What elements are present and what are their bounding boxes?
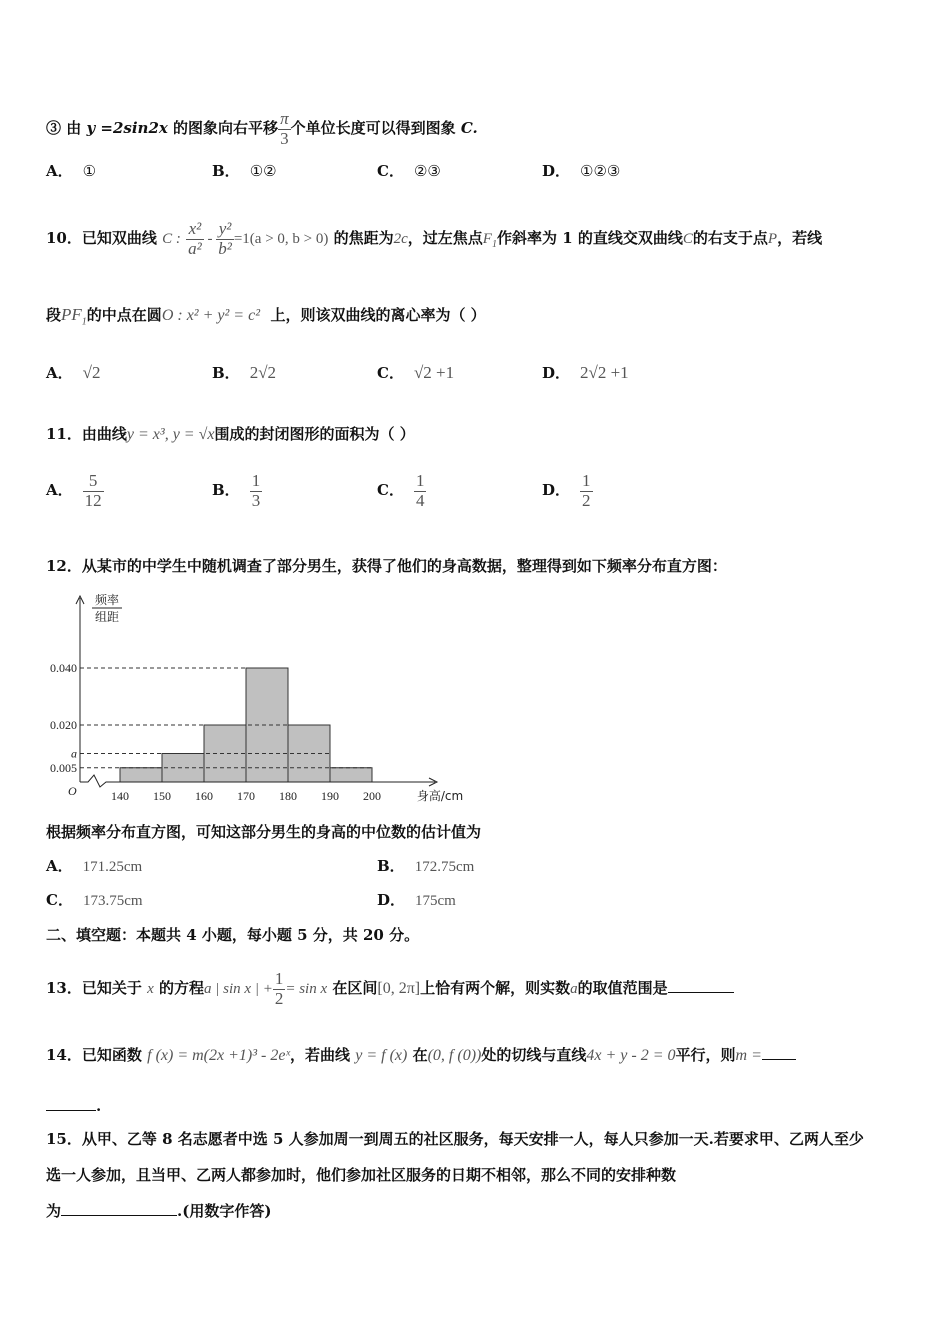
q10-text: 的右支于点 xyxy=(692,229,768,248)
q13-stem xyxy=(46,970,734,1008)
x-axis-label: 身高/cm xyxy=(416,789,464,803)
option-label: D． xyxy=(542,162,571,180)
x-tick-label: 180 xyxy=(279,789,297,803)
q12-text: 从某市的中学生中随机调查了部分男生，获得了他们的身高数据，整理得到如下频率分布直方图： xyxy=(81,557,727,575)
line-equation: 4x + y - 2 = 0 xyxy=(586,1047,676,1064)
hyperbola-term-x: $\frac{\text{x²}}{\text{a²}}$ xyxy=(188,219,202,258)
option-label: A． xyxy=(46,857,73,875)
equation-left: a | sin x | + xyxy=(204,981,273,998)
x-tick-label: 200 xyxy=(363,789,381,803)
q10-option-c[interactable] xyxy=(377,362,454,383)
option-label: C． xyxy=(377,481,404,500)
option-text: 175cm xyxy=(415,893,456,909)
option-label: B． xyxy=(377,857,405,875)
answer-blank[interactable] xyxy=(46,1094,96,1111)
question-number: 14． xyxy=(46,1046,82,1064)
q13-text: 在区间 xyxy=(332,979,378,998)
option-label: C． xyxy=(377,364,404,382)
q12-option-b[interactable] xyxy=(377,855,474,876)
option-text: 2√2 xyxy=(249,363,277,382)
option-text: ②③ xyxy=(413,162,441,180)
segment-pf1: $PF_1$ xyxy=(61,305,87,328)
fraction-denominator: 3 xyxy=(278,129,291,149)
q10-text: 的中点在圆 xyxy=(86,306,162,324)
q9-item3-graph: C. xyxy=(460,119,478,138)
hyperbola-c: C xyxy=(682,231,693,248)
q9-item3-fraction xyxy=(278,110,291,148)
equation-right: = sin x xyxy=(285,981,328,998)
q9-item3-mid: 的图象向右平移 xyxy=(167,119,279,138)
q10-text: ，过左焦点 xyxy=(407,229,483,248)
option-label: A． xyxy=(46,162,73,180)
origin-label: O xyxy=(68,784,77,798)
option-fraction: $\frac{1}{2}$ xyxy=(582,471,591,510)
focal-distance: 2c xyxy=(393,231,408,248)
variable-x: x xyxy=(147,981,154,998)
option-label: B． xyxy=(212,364,240,382)
q10-text: 已知双曲线 xyxy=(81,229,157,248)
q10-line-1: 10．已知双曲线 C : $\frac{\text{x²}}{\text{a²}}$ - $\frac{\text{y²}}{\text{b²}}$ =1(a > 0, b > 0) 的焦距为2c，过左焦点$F_1$作斜率为 1 的直线交双曲线C的右支于点P，若线 xyxy=(46,219,823,258)
q11-option-d[interactable] xyxy=(542,472,593,510)
option-label: D． xyxy=(542,364,571,382)
q10-text: 段 xyxy=(46,306,62,324)
curve-equation: y = f (x) xyxy=(355,1047,408,1064)
q9-item-3 xyxy=(46,110,478,148)
q9-option-d[interactable] xyxy=(542,160,620,181)
x-tick-label: 160 xyxy=(195,789,213,803)
answer-blank[interactable] xyxy=(668,976,734,993)
hyperbola-condition: =1(a > 0, b > 0) xyxy=(233,231,329,248)
histogram-bar-150-160 xyxy=(162,754,204,783)
q15-line-1: 15．从甲、乙等 8 名志愿者中选 5 人参加周一到周五的社区服务，每天安排一人，每人只参加一天.若要求甲、乙两人至少 xyxy=(46,1130,864,1148)
q15-line-3 xyxy=(46,1199,271,1222)
x-tick-label: 170 xyxy=(237,789,255,803)
variable-a: a xyxy=(570,981,578,998)
q11-text: 由曲线 xyxy=(81,425,127,443)
interval: [0, 2π] xyxy=(377,980,421,998)
histogram-bar-180-190 xyxy=(288,725,330,782)
q11-stem xyxy=(46,423,415,446)
q14-text: ，若曲线 xyxy=(289,1046,350,1064)
y-tick-label: 0.005 xyxy=(50,760,77,775)
q13-text: 上恰有两个解，则实数 xyxy=(420,979,571,998)
answer-blank[interactable] xyxy=(61,1199,177,1216)
option-label: B． xyxy=(212,162,240,180)
q11-option-a[interactable] xyxy=(46,472,104,510)
option-text: 173.75cm xyxy=(82,893,143,909)
q10-option-b[interactable] xyxy=(212,362,276,383)
left-focus: $F_1$ xyxy=(482,231,497,251)
q14-text: 处的切线与直线 xyxy=(481,1046,587,1064)
q10-text: ，若线 xyxy=(777,229,823,248)
option-label: C． xyxy=(46,891,73,909)
q10-option-a[interactable] xyxy=(46,362,100,383)
q9-option-b[interactable] xyxy=(212,160,277,181)
curves-equation: y = x³, y = √x xyxy=(126,426,215,443)
x-tick-label: 190 xyxy=(321,789,339,803)
histogram-bar-140-150 xyxy=(120,768,162,782)
frequency-histogram xyxy=(40,590,480,815)
q10-text: 作斜率为 1 的直线交双曲线 xyxy=(496,229,683,248)
y-tick-label: 0.040 xyxy=(50,661,77,675)
question-number: 13． xyxy=(46,979,82,998)
variable-m: m = xyxy=(735,1047,762,1064)
y-axis-label-top: 频率 xyxy=(94,593,120,607)
q12-option-c[interactable] xyxy=(46,889,143,910)
point-p: P xyxy=(767,231,778,248)
fraction-numerator: π xyxy=(280,109,289,128)
circle-equation: O : x² + y² = c² xyxy=(161,307,260,324)
option-text: 172.75cm xyxy=(414,859,475,875)
q14-blank-continued xyxy=(46,1094,101,1117)
q9-item3-function: y =2sin2x xyxy=(86,119,168,138)
histogram-bar-190-200 xyxy=(330,768,372,782)
hyperbola-name: C : xyxy=(162,231,181,248)
q13-text: 的方程 xyxy=(159,979,205,998)
question-number: 10． xyxy=(46,229,82,248)
option-fraction: $\frac{1}{4}$ xyxy=(415,471,425,510)
option-label: D． xyxy=(542,481,571,500)
q12-option-a[interactable] xyxy=(46,855,142,876)
q9-item3-suffix: 个单位长度可以得到图象 xyxy=(290,119,461,138)
q9-item3-prefix: ③ 由 xyxy=(46,119,87,138)
section-heading: 二、填空题：本题共 4 小题，每小题 5 分，共 20 分。 xyxy=(46,926,420,944)
y-tick-label: 0.020 xyxy=(50,718,77,732)
x-tick-label: 150 xyxy=(153,789,171,803)
option-text: ①②③ xyxy=(580,162,621,180)
question-number: 11． xyxy=(46,425,82,443)
y-tick-label: a xyxy=(71,746,77,761)
q10-text: 上，则该双曲线的离心率为（ ） xyxy=(270,306,486,324)
q14-text: 平行，则 xyxy=(675,1046,736,1064)
option-fraction: $\frac{1}{3}$ xyxy=(251,471,261,510)
equation-fraction: $\frac{1}{2}$ xyxy=(274,969,284,1008)
q10-line-2 xyxy=(46,304,486,333)
hyperbola-term-y: $\frac{\text{y²}}{\text{b²}}$ xyxy=(218,219,232,258)
q12-stem xyxy=(46,555,727,577)
histogram-bar-170-180 xyxy=(246,668,288,782)
option-label: A． xyxy=(46,364,73,382)
q15-text: 为 xyxy=(46,1202,62,1220)
histogram-bar-160-170 xyxy=(204,725,246,782)
question-number: 12． xyxy=(46,557,82,575)
option-label: B． xyxy=(212,481,240,500)
tangent-point: (0, f (0)) xyxy=(427,1047,482,1064)
option-text: √2 xyxy=(82,363,101,382)
q11-text: 围成的封闭图形的面积为（ ） xyxy=(214,425,415,443)
q14-stem xyxy=(46,1043,796,1067)
q13-text: 已知关于 xyxy=(81,979,142,998)
answer-blank[interactable] xyxy=(762,1043,796,1060)
q11-option-c[interactable] xyxy=(377,472,426,510)
q12-after: 根据频率分布直方图，可知这部分男生的身高的中位数的估计值为 xyxy=(46,823,482,841)
option-text: 2√2 +1 xyxy=(580,363,629,382)
option-fraction: $\frac{5}{12}$ xyxy=(84,471,102,510)
q10-text: 的焦距为 xyxy=(333,229,394,248)
option-text: √2 +1 xyxy=(413,363,455,382)
q14-end: . xyxy=(96,1097,102,1115)
q12-option-d[interactable] xyxy=(377,889,456,910)
option-label: A． xyxy=(46,481,73,500)
function-definition: f (x) = m(2x +1)³ - 2eˣ xyxy=(147,1047,290,1064)
option-text: 171.25cm xyxy=(82,859,143,875)
q14-text: 在 xyxy=(412,1046,428,1064)
q15-text: .(用数字作答) xyxy=(177,1202,272,1220)
q13-text: 的取值范围是 xyxy=(577,979,668,998)
q9-option-a[interactable] xyxy=(46,160,96,181)
q9-option-c[interactable] xyxy=(377,160,441,181)
option-label: C． xyxy=(377,162,404,180)
q15-line-2: 选一人参加，且当甲、乙两人都参加时，他们参加社区服务的日期不相邻，那么不同的安排种数 xyxy=(46,1166,677,1184)
q11-option-b[interactable] xyxy=(212,472,262,510)
q14-text: 已知函数 xyxy=(81,1046,142,1064)
q10-option-d[interactable] xyxy=(542,362,629,383)
option-label: D． xyxy=(377,891,406,909)
option-text: ① xyxy=(82,162,97,180)
y-axis-label-bottom: 组距 xyxy=(94,610,120,624)
x-tick-label: 140 xyxy=(111,789,129,803)
option-text: ①② xyxy=(249,162,277,180)
